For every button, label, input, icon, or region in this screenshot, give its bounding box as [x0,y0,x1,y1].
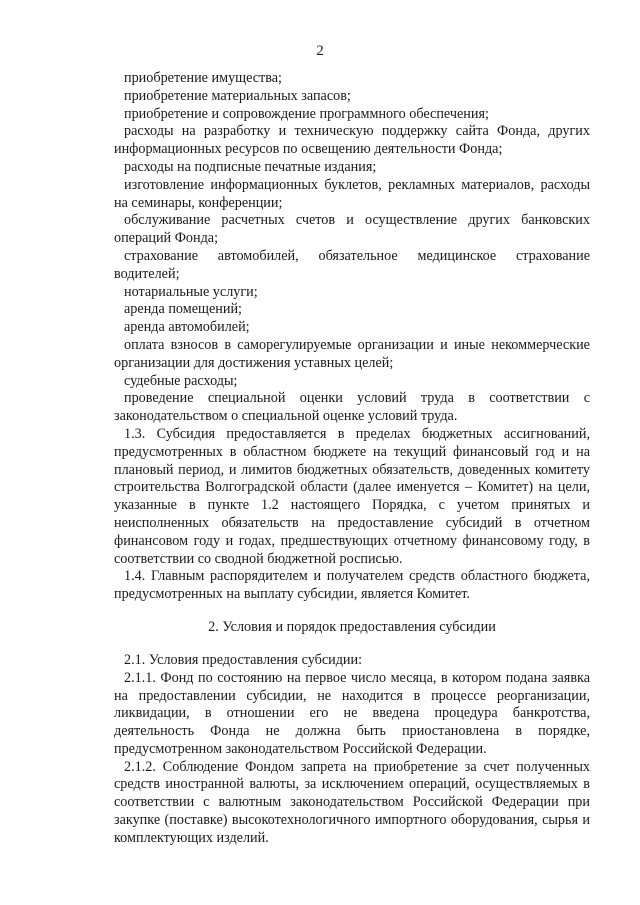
paragraph-2-1-1: 2.1.1. Фонд по состоянию на первое число месяца, в котором подана заявка на предоставлении субсидии, не находится в процессе реорганизации, ликвидации, в отношении его не введена процедура банкротства, деятельность Фонда не должна быть приостановлена в порядке, предусмотренном законодательством Российской Федерации. [114,669,590,757]
section-heading: 2. Условия и порядок предоставления субсидии [208,618,496,635]
paragraph-2-1: 2.1. Условия предоставления субсидии: [124,651,363,668]
paragraph-2-1-2: 2.1.2. Соблюдение Фондом запрета на приобретение за счет полученных средств иностранной валюты, за исключением операций, осуществляемых в соответствии с валютным законодательством Российской Федерации при закупке (поставке) высокотехнологичного импортного оборудования, сырья и комплектующих изделий. [114,758,590,846]
paragraph: нотариальные услуги; [124,283,258,300]
paragraph: приобретение материальных запасов; [124,87,351,104]
paragraph: приобретение и сопровождение программного обеспечения; [124,105,489,122]
paragraph-1-4: 1.4. Главным распорядителем и получателем средств областного бюджета, предусмотренных на выплату субсидии, является Комитет. [114,568,590,603]
paragraph: судебные расходы; [124,372,238,389]
paragraph: расходы на разработку и техническую поддержку сайта Фонда, других информационных ресурсов по освещению деятельности Фонда; [114,123,590,158]
paragraph: оплата взносов в саморегулируемые организации и иные некоммерческие организации для достижения уставных целей; [114,336,590,371]
paragraph: обслуживание расчетных счетов и осуществление других банковских операций Фонда; [114,212,590,247]
paragraph: приобретение имущества; [124,70,282,86]
paragraph: изготовление информационных буклетов, рекламных материалов, расходы на семинары, конференции; [114,176,590,211]
paragraph: страхование автомобилей, обязательное медицинское страхование водителей; [114,247,590,282]
paragraph-1-3: 1.3. Субсидия предоставляется в пределах бюджетных ассигнований, предусмотренных в областном бюджете на текущий финансовый год и на плановый период, и лимитов бюджетных обязательств, доведенных комитету строительства Волгоградской области (далее именуется – Комитет) на цели, указанные в пункте 1.2 настоящего Порядка, с учетом принятых и неисполненных обязательств на предоставление субсидий в отчетном финансовом году и годах, предшествующих отчетному финансовому году, в соответствии со сводной бюджетной росписью. [114,425,590,567]
page-number: 2 [316,43,324,59]
paragraph: аренда помещений; [124,301,242,318]
paragraph: аренда автомобилей; [124,319,250,336]
paragraph: расходы на подписные печатные издания; [124,158,377,175]
paragraph: проведение специальной оценки условий труда в соответствии с законодательством о специальной оценке условий труда. [114,390,590,425]
document-body [114,70,590,848]
